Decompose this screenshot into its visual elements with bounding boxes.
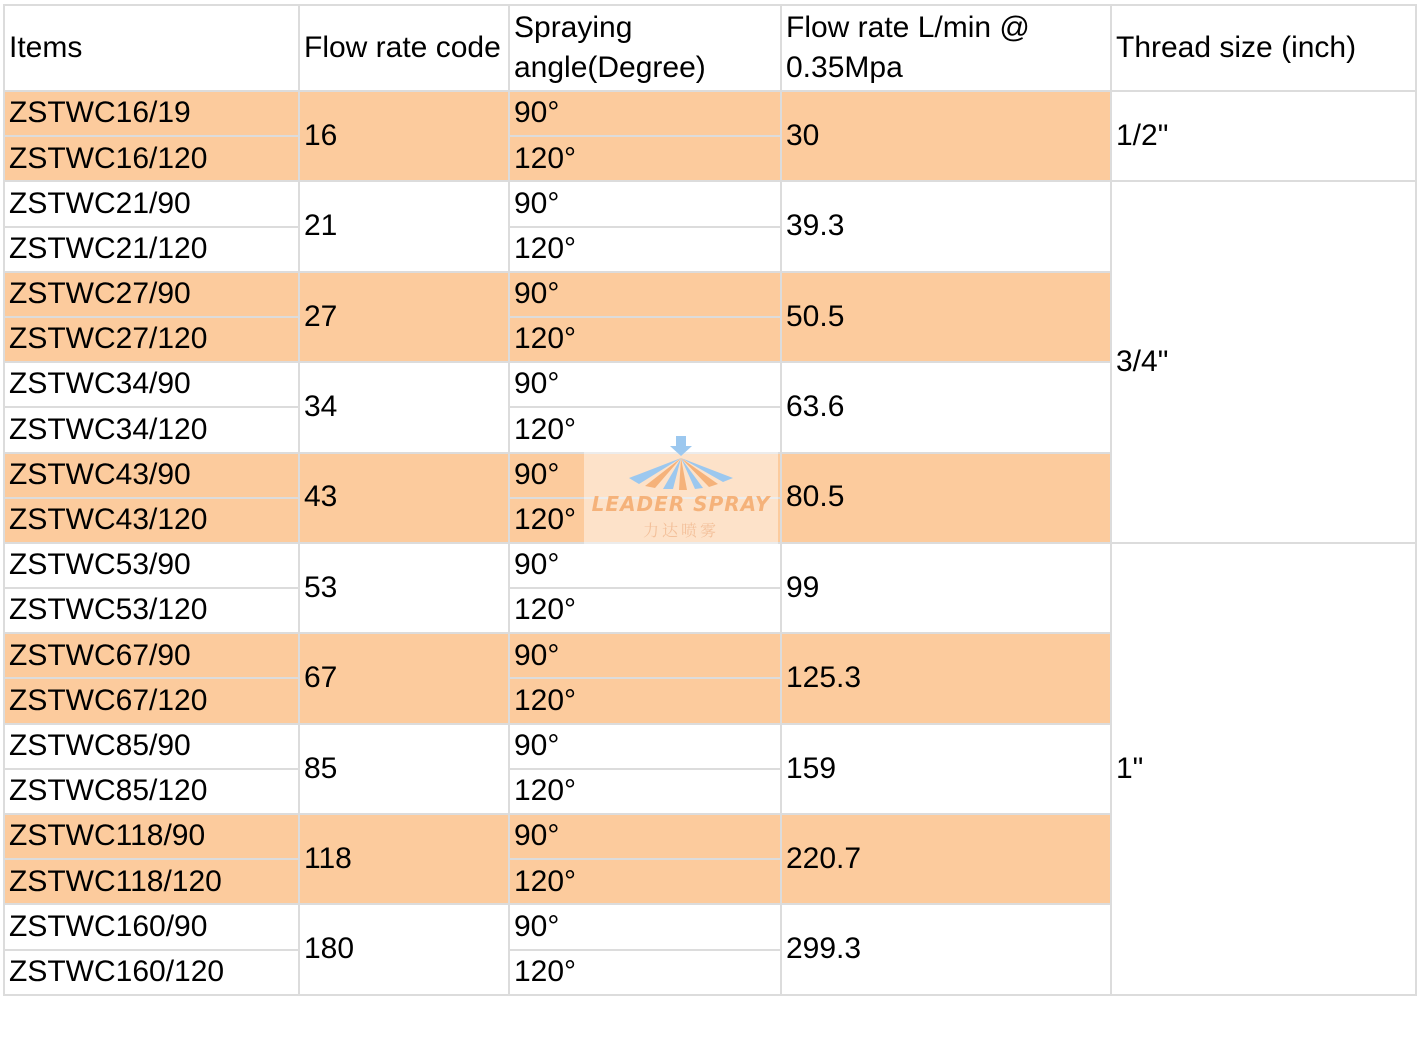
item-cell: ZSTWC118/120 — [4, 859, 299, 904]
item-cell: ZSTWC43/90 — [4, 453, 299, 498]
item-cell: ZSTWC43/120 — [4, 498, 299, 543]
item-cell: ZSTWC16/19 — [4, 91, 299, 136]
code-cell: 67 — [299, 633, 509, 723]
header-thread: Thread size (inch) — [1111, 5, 1416, 91]
item-cell: ZSTWC27/90 — [4, 272, 299, 317]
code-cell: 180 — [299, 904, 509, 994]
angle-cell: 90° — [509, 453, 781, 498]
item-cell: ZSTWC85/90 — [4, 724, 299, 769]
flow-cell: 80.5 — [781, 453, 1111, 543]
angle-cell: 90° — [509, 814, 781, 859]
flow-cell: 299.3 — [781, 904, 1111, 994]
angle-cell: 120° — [509, 317, 781, 362]
angle-cell: 120° — [509, 859, 781, 904]
code-cell: 53 — [299, 543, 509, 633]
angle-cell: 120° — [509, 136, 781, 181]
flow-cell: 99 — [781, 543, 1111, 633]
header-flow-code: Flow rate code — [299, 5, 509, 91]
item-cell: ZSTWC67/90 — [4, 633, 299, 678]
flow-cell: 30 — [781, 91, 1111, 181]
thread-cell: 3/4" — [1111, 181, 1416, 543]
angle-cell: 90° — [509, 181, 781, 226]
code-cell: 34 — [299, 362, 509, 452]
angle-cell: 120° — [509, 950, 781, 995]
code-cell: 85 — [299, 724, 509, 814]
angle-cell: 90° — [509, 724, 781, 769]
code-cell: 27 — [299, 272, 509, 362]
spec-table — [3, 4, 1417, 996]
angle-cell: 120° — [509, 769, 781, 814]
flow-cell: 125.3 — [781, 633, 1111, 723]
flow-cell: 50.5 — [781, 272, 1111, 362]
angle-cell: 120° — [509, 588, 781, 633]
header-row — [4, 5, 1416, 91]
table-row — [4, 543, 1416, 588]
angle-cell: 90° — [509, 272, 781, 317]
header-angle: Spraying angle(Degree) — [509, 5, 781, 91]
watermark-brand-cn: 力达喷雾 — [642, 521, 719, 540]
item-cell: ZSTWC118/90 — [4, 814, 299, 859]
angle-cell: 120° — [509, 227, 781, 272]
header-flow-rate: Flow rate L/min @ 0.35Mpa — [781, 5, 1111, 91]
angle-cell: 90° — [509, 543, 781, 588]
item-cell: ZSTWC34/120 — [4, 407, 299, 452]
code-cell: 43 — [299, 453, 509, 543]
angle-cell: 120° — [509, 407, 781, 452]
item-cell: ZSTWC85/120 — [4, 769, 299, 814]
flow-cell: 63.6 — [781, 362, 1111, 452]
angle-cell: 90° — [509, 91, 781, 136]
item-cell: ZSTWC160/120 — [4, 950, 299, 995]
item-cell: ZSTWC27/120 — [4, 317, 299, 362]
table-row — [4, 91, 1416, 136]
item-cell: ZSTWC21/90 — [4, 181, 299, 226]
flow-cell: 220.7 — [781, 814, 1111, 904]
code-cell: 21 — [299, 181, 509, 271]
code-cell: 118 — [299, 814, 509, 904]
watermark-brand: LEADER SPRAY — [591, 492, 771, 516]
angle-cell: 90° — [509, 904, 781, 949]
flow-cell: 39.3 — [781, 181, 1111, 271]
item-cell: ZSTWC53/90 — [4, 543, 299, 588]
angle-cell: 120° — [509, 678, 781, 723]
item-cell: ZSTWC34/90 — [4, 362, 299, 407]
thread-cell: 1" — [1111, 543, 1416, 995]
thread-cell: 1/2" — [1111, 91, 1416, 181]
angle-cell: 90° — [509, 633, 781, 678]
item-cell: ZSTWC53/120 — [4, 588, 299, 633]
angle-cell: 120° — [509, 498, 781, 543]
header-items: Items — [4, 5, 299, 91]
code-cell: 16 — [299, 91, 509, 181]
angle-cell: 90° — [509, 362, 781, 407]
table-row — [4, 181, 1416, 226]
item-cell: ZSTWC67/120 — [4, 678, 299, 723]
flow-cell: 159 — [781, 724, 1111, 814]
item-cell: ZSTWC16/120 — [4, 136, 299, 181]
item-cell: ZSTWC21/120 — [4, 227, 299, 272]
item-cell: ZSTWC160/90 — [4, 904, 299, 949]
